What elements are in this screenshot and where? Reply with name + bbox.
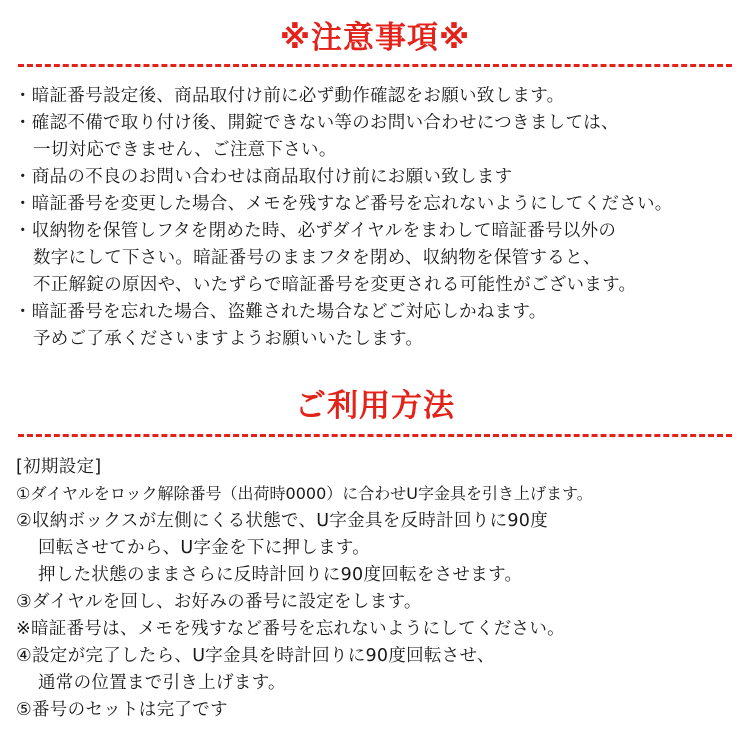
usage-title: ご利用方法: [295, 388, 455, 424]
caution-line-1: ・暗証番号設定後、商品取付け前に必ず動作確認をお願い致します。: [14, 86, 565, 106]
caution-line-8: 不正解錠の原因や、いたずらで暗証番号を変更される可能性がございます。: [33, 275, 637, 295]
caution-line-2: ・確認不備で取り付け後、開錠できない等のお問い合わせにつきましては、: [14, 113, 619, 133]
usage-line-8: ④設定が完了したら、U字金具を時計回りに90度回転させ、: [16, 646, 495, 666]
caution-line-10: 予めご了承くださいますようお願いいたします。: [33, 329, 424, 349]
usage-line-5: 押した状態のままさらに反時計回りに90度回転をさせます。: [38, 565, 523, 585]
usage-line-7: ※暗証番号は、メモを残すなど番号を忘れないようにしてください。: [16, 619, 565, 639]
usage-line-6: ③ダイヤルを回し、お好みの番号に設定をします。: [16, 592, 422, 612]
caution-title: ※注意事項※: [279, 20, 471, 56]
caution-line-3: 一切対応できません、ご注意下さい。: [33, 140, 337, 160]
caution-line-6: ・収納物を保管しフタを閉めた時、必ずダイヤルをまわして暗証番号以外の: [14, 221, 617, 241]
caution-divider: [18, 64, 732, 67]
usage-divider: [18, 434, 732, 437]
usage-line-4: 回転させてから、U字金を下に押します。: [38, 538, 371, 558]
usage-line-3: ②収納ボックスが左側にくる状態で、U字金具を反時計回りに90度: [16, 511, 549, 531]
usage-line-2: ①ダイヤルをロック解除番号（出荷時0000）に合わせU字金具を引き上げます。: [16, 484, 593, 503]
usage-line-1: [初期設定]: [16, 457, 102, 477]
caution-line-5: ・暗証番号を変更した場合、メモを残すなど番号を忘れないようにしてください。: [14, 194, 673, 214]
caution-line-7: 数字にして下さい。暗証番号のままフタを閉め、収納物を保管すると、: [33, 248, 601, 268]
caution-line-4: ・商品の不良のお問い合わせは商品取付け前にお願い致します: [14, 167, 513, 187]
usage-line-10: ⑤番号のセットは完了です: [16, 700, 228, 720]
usage-line-9: 通常の位置まで引き上げます。: [38, 673, 286, 693]
caution-line-9: ・暗証番号を忘れた場合、盗難された場合などご対応しかねます。: [14, 302, 547, 322]
